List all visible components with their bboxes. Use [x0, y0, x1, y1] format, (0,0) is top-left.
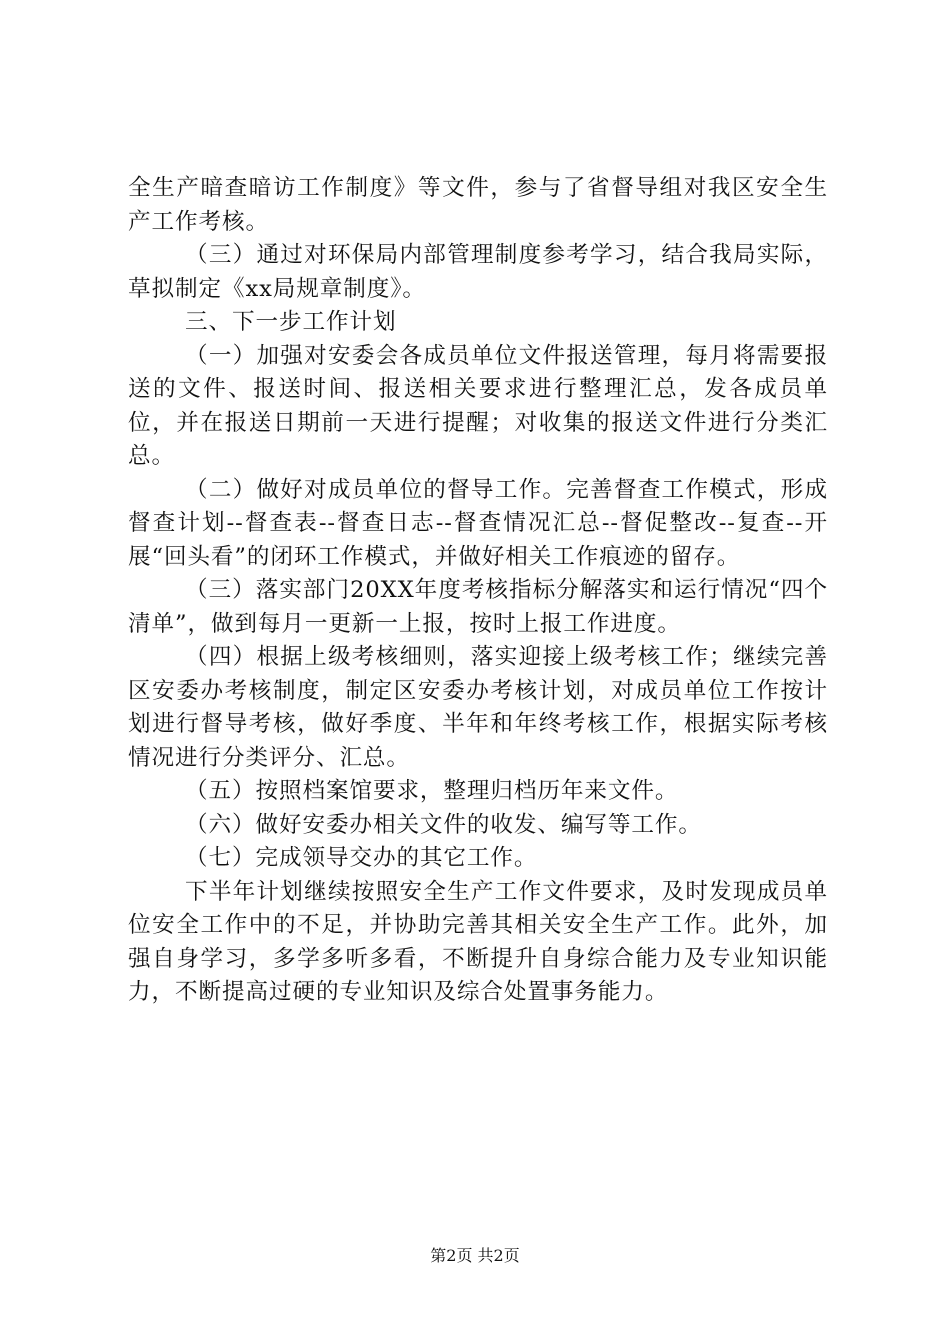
plan-item-4: （四）根据上级考核细则，落实迎接上级考核工作；继续完善区安委办考核制度，制定区安委办考核计划，对成员单位工作按计划进行督导考核，做好季度、半年和年终考核工作，根据实际考核情况进行分类评分、汇总。: [128, 644, 828, 771]
plan-item-5: （五）按照档案馆要求，整理归档历年来文件。: [185, 778, 679, 804]
page-number-label: 第2页 共2页: [430, 1246, 520, 1265]
plan-item-6: （六）做好安委办相关文件的收发、编写等工作。: [185, 811, 702, 838]
paragraph-item-3: （三）通过对环保局内部管理制度参考学习，结合我局实际，草拟制定《xx局规章制度》。: [128, 242, 828, 302]
document-body: [128, 172, 828, 1010]
section-heading-next-plan: 三、下一步工作计划: [185, 309, 397, 335]
plan-item-3: （三）落实部门20XX年度考核指标分解落实和运行情况“四个清单”，做到每月一更新一上报，按时上报工作进度。: [128, 577, 828, 637]
plan-item-7: （七）完成领导交办的其它工作。: [185, 845, 538, 871]
plan-item-1: （一）加强对安委会各成员单位文件报送管理，每月将需要报送的文件、报送时间、报送相关要求进行整理汇总，发各成员单位，并在报送日期前一天进行提醒；对收集的报送文件进行分类汇总。: [128, 342, 828, 469]
plan-item-2: （二）做好对成员单位的督导工作。完善督查工作模式，形成督查计划--督查表--督查日志--督查情况汇总--督促整改--复查--开展“回头看”的闭环工作模式，并做好相关工作痕迹的留存。: [128, 476, 828, 570]
page-footer: [0, 1246, 950, 1266]
paragraph-continuation: 全生产暗查暗访工作制度》等文件，参与了省督导组对我区安全生产工作考核。: [128, 175, 828, 235]
closing-paragraph: 下半年计划继续按照安全生产工作文件要求，及时发现成员单位安全工作中的不足，并协助完善其相关安全生产工作。此外，加强自身学习，多学多听多看，不断提升自身综合能力及专业知识能力，不断提高过硬的专业知识及综合处置事务能力。: [128, 878, 828, 1005]
